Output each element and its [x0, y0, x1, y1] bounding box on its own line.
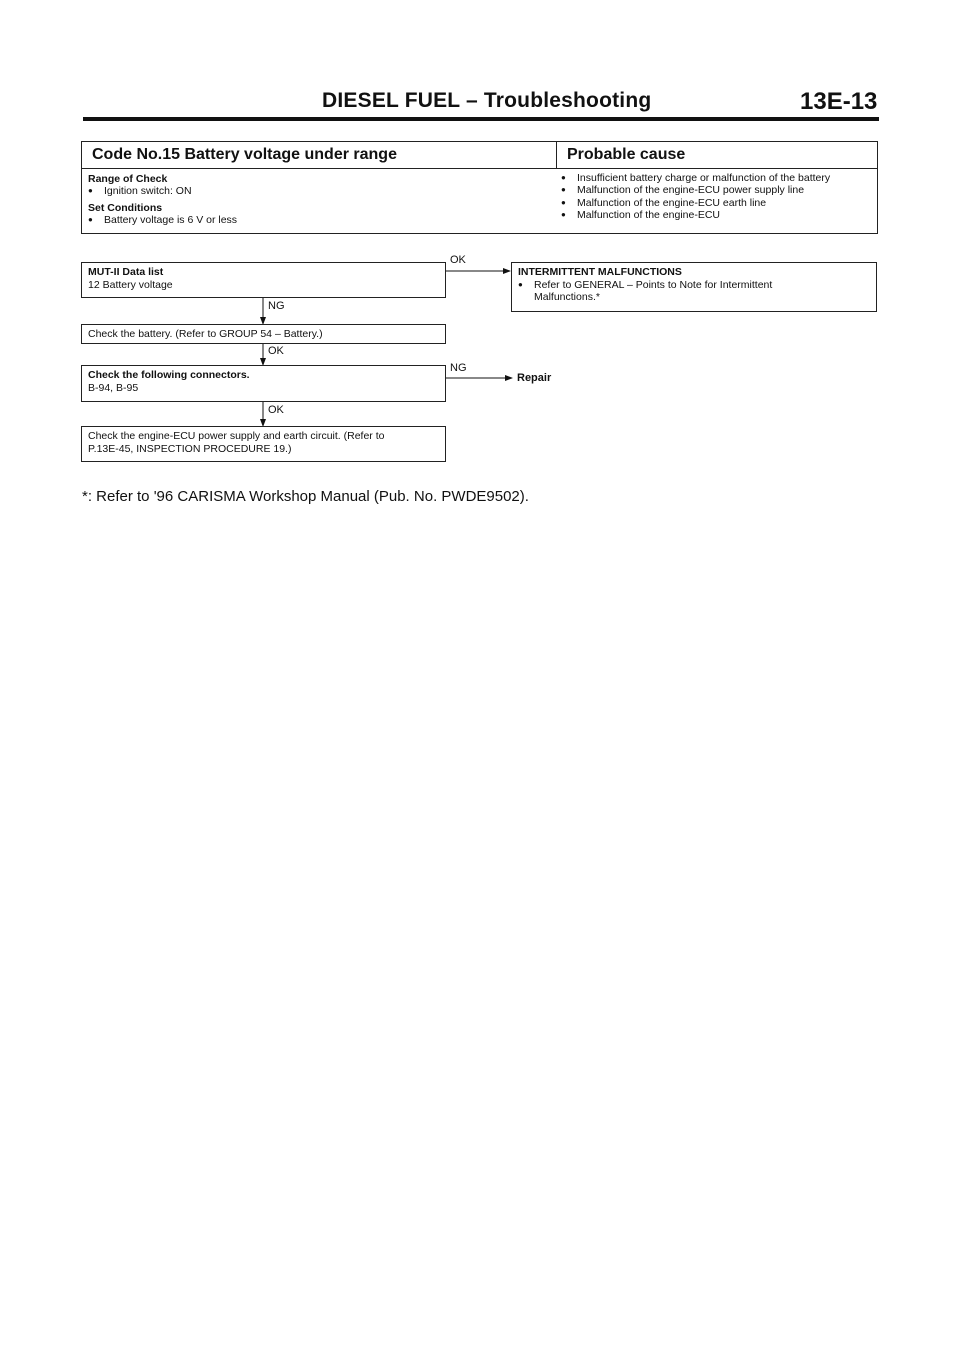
connectors-list: B-94, B-95 [88, 381, 139, 394]
cause-item: ● Malfunction of the engine-ECU power supply line [561, 184, 804, 196]
range-heading: Range of Check [88, 173, 168, 185]
set-heading: Set Conditions [88, 202, 163, 214]
intermittent-line: ● Refer to GENERAL – Points to Note for Intermittent [518, 279, 870, 292]
repair-label: Repair [517, 372, 552, 384]
mut-title: MUT-II Data list [88, 266, 164, 278]
page-title: DIESEL FUEL – Troubleshooting [322, 89, 652, 112]
connectors-title: Check the following connectors. [88, 369, 250, 381]
ok-label: OK [268, 345, 284, 357]
ng-label: NG [268, 300, 285, 312]
mut-data-box [81, 262, 446, 298]
cause-item: ● Insufficient battery charge or malfunction of the battery [561, 172, 830, 184]
ecu-check-box [81, 426, 446, 462]
mut-item: 12 Battery voltage [88, 278, 173, 291]
code-title: Code No.15 Battery voltage under range [92, 146, 397, 163]
ecu-check-line: P.13E-45, INSPECTION PROCEDURE 19.) [88, 442, 292, 455]
range-item: ● Ignition switch: ON [88, 185, 192, 197]
cause-heading: Probable cause [567, 146, 686, 163]
set-item: ● Battery voltage is 6 V or less [88, 214, 237, 226]
battery-check-box [81, 324, 446, 344]
intermittent-title: INTERMITTENT MALFUNCTIONS [518, 266, 682, 278]
cause-item: ● Malfunction of the engine-ECU [561, 209, 720, 221]
footnote: *: Refer to '96 CARISMA Workshop Manual (Pub. No. PWDE9502). [82, 488, 529, 505]
ok-label: OK [268, 404, 284, 416]
page-number: 13E-13 [800, 88, 878, 115]
connectors-box [81, 365, 446, 402]
battery-check-text: Check the battery. (Refer to GROUP 54 – Battery.) [88, 328, 323, 340]
intermittent-line: Malfunctions.* [534, 291, 600, 303]
cause-item: ● Malfunction of the engine-ECU earth line [561, 197, 766, 209]
ok-label: OK [450, 254, 466, 266]
ng-label: NG [450, 362, 467, 374]
intermittent-box [511, 262, 877, 312]
ecu-check-line: Check the engine-ECU power supply and earth circuit. (Refer to [88, 430, 385, 442]
